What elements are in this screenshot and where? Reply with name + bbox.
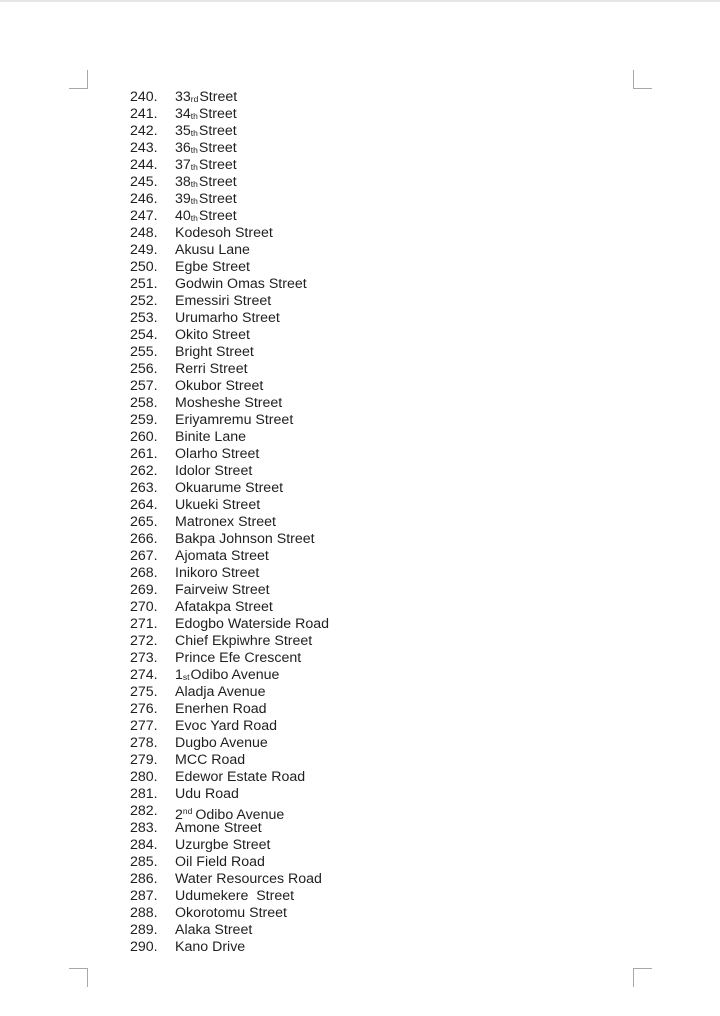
list-item <box>130 327 329 344</box>
list-item <box>130 531 329 548</box>
list-item-number: 250. <box>130 259 158 275</box>
list-item-number: 259. <box>130 412 158 428</box>
ordinal-number: 36 <box>175 140 191 156</box>
street-name: Urumarho Street <box>175 310 280 326</box>
street-name: Amone Street <box>175 820 262 836</box>
list-item <box>130 293 329 310</box>
ordinal-suffix: nd <box>182 806 193 816</box>
street-name: Kano Drive <box>175 939 246 955</box>
street-name: Chief Ekpiwhre Street <box>175 633 313 649</box>
list-item-name <box>175 871 322 888</box>
list-item <box>130 429 329 446</box>
street-name: Mosheshe Street <box>175 395 283 411</box>
street-list <box>130 89 329 956</box>
crop-mark-top-right <box>633 70 652 89</box>
street-name: Water Resources Road <box>175 871 322 887</box>
street-name: Street <box>198 106 237 122</box>
list-item-name <box>175 344 254 361</box>
street-name: Alaka Street <box>175 922 253 938</box>
ordinal-suffix: rd <box>190 94 199 104</box>
list-item-name <box>175 854 265 871</box>
list-item <box>130 616 329 633</box>
list-item-number: 271. <box>130 616 158 632</box>
list-item-number: 264. <box>130 497 158 513</box>
list-item-name <box>175 684 265 701</box>
street-name: Okuarume Street <box>175 480 284 496</box>
crop-mark-bottom-left <box>69 968 88 987</box>
street-name: Binite Lane <box>175 429 246 445</box>
list-item-number: 286. <box>130 871 158 887</box>
ordinal-number: 35 <box>175 123 191 139</box>
list-item <box>130 701 329 718</box>
list-item-number: 269. <box>130 582 158 598</box>
list-item-name <box>175 599 273 616</box>
list-item-number: 267. <box>130 548 158 564</box>
list-item <box>130 939 329 956</box>
list-item <box>130 888 329 905</box>
list-item-name <box>175 310 280 327</box>
list-item <box>130 565 329 582</box>
list-item-name <box>175 888 294 905</box>
list-item <box>130 242 329 259</box>
street-name: Bakpa Johnson Street <box>175 531 315 547</box>
list-item-name <box>175 582 270 599</box>
street-name: Oil Field Road <box>175 854 265 870</box>
street-name: Fairveiw Street <box>175 582 270 598</box>
list-item-number: 281. <box>130 786 158 802</box>
street-name: Olarho Street <box>175 446 260 462</box>
list-item-name <box>175 922 252 939</box>
list-item-number: 280. <box>130 769 158 785</box>
page-top-edge <box>0 0 720 2</box>
street-name: Enerhen Road <box>175 701 267 717</box>
street-name: Street <box>198 208 237 224</box>
street-name: Kodesoh Street <box>175 225 273 241</box>
list-item-number: 253. <box>130 310 158 326</box>
ordinal-number: 39 <box>175 191 191 207</box>
street-name: Okorotomu Street <box>175 905 287 921</box>
list-item-number: 248. <box>130 225 158 241</box>
list-item-number: 285. <box>130 854 158 870</box>
list-item-number: 278. <box>130 735 158 751</box>
list-item <box>130 582 329 599</box>
list-item-name <box>175 769 305 786</box>
list-item-name <box>175 208 237 225</box>
list-item-name <box>175 701 267 718</box>
list-item-number: 283. <box>130 820 158 836</box>
street-name: Dugbo Avenue <box>175 735 268 751</box>
list-item-name <box>175 412 293 429</box>
list-item <box>130 412 329 429</box>
list-item-name <box>175 718 277 735</box>
list-item-number: 246. <box>130 191 158 207</box>
street-name: Ajomata Street <box>175 548 269 564</box>
list-item-number: 244. <box>130 157 158 173</box>
street-name: Edewor Estate Road <box>175 769 306 785</box>
list-item-number: 243. <box>130 140 158 156</box>
list-item <box>130 463 329 480</box>
list-item <box>130 599 329 616</box>
ordinal-suffix: st <box>182 672 190 682</box>
list-item <box>130 905 329 922</box>
list-item-name <box>175 276 307 293</box>
list-item <box>130 803 329 823</box>
list-item-number: 277. <box>130 718 158 734</box>
ordinal-number: 37 <box>175 157 191 173</box>
street-name: Ukueki Street <box>175 497 261 513</box>
list-item <box>130 310 329 327</box>
street-name: Udu Road <box>175 786 239 802</box>
list-item-name <box>175 837 270 854</box>
street-name: Street <box>198 157 237 173</box>
list-item <box>130 667 329 684</box>
list-item <box>130 208 329 225</box>
list-item <box>130 514 329 531</box>
list-item-name <box>175 667 279 684</box>
list-item-name <box>175 293 271 310</box>
list-item-number: 255. <box>130 344 158 360</box>
list-item-name <box>175 123 237 140</box>
list-item <box>130 718 329 735</box>
list-item <box>130 259 329 276</box>
list-item <box>130 344 329 361</box>
street-name: Eriyamremu Street <box>175 412 294 428</box>
ordinal-suffix: th <box>190 179 198 189</box>
list-item-name <box>175 327 250 344</box>
list-item <box>130 548 329 565</box>
list-item <box>130 871 329 888</box>
list-item-name <box>175 633 312 650</box>
list-item-number: 272. <box>130 633 158 649</box>
list-item <box>130 157 329 174</box>
list-item-name <box>175 89 237 106</box>
street-name: MCC Road <box>175 752 246 768</box>
ordinal-number: 40 <box>175 208 191 224</box>
list-item-name <box>175 361 248 378</box>
street-name: Bright Street <box>175 344 254 360</box>
list-item <box>130 174 329 191</box>
ordinal-suffix: th <box>190 145 198 155</box>
list-item <box>130 820 329 837</box>
street-name: Odibo Avenue <box>190 667 280 683</box>
list-item <box>130 854 329 871</box>
crop-mark-top-left <box>69 70 88 89</box>
list-item-number: 273. <box>130 650 158 666</box>
street-name: Akusu Lane <box>175 242 250 258</box>
list-item-number: 268. <box>130 565 158 581</box>
list-item-number: 257. <box>130 378 158 394</box>
street-name: Matronex Street <box>175 514 276 530</box>
list-item <box>130 106 329 123</box>
list-item-name <box>175 480 283 497</box>
street-name: Okito Street <box>175 327 250 343</box>
list-item-number: 242. <box>130 123 158 139</box>
list-item-number: 276. <box>130 701 158 717</box>
list-item-name <box>175 140 237 157</box>
list-item-name <box>175 752 245 769</box>
list-item-number: 249. <box>130 242 158 258</box>
list-item <box>130 786 329 803</box>
list-item-name <box>175 463 252 480</box>
street-name: Afatakpa Street <box>175 599 273 615</box>
list-item-number: 266. <box>130 531 158 547</box>
list-item-name <box>175 378 263 395</box>
list-item-name <box>175 820 262 837</box>
ordinal-suffix: th <box>190 128 198 138</box>
list-item <box>130 276 329 293</box>
list-item <box>130 837 329 854</box>
list-item-number: 240. <box>130 89 158 105</box>
list-item-number: 262. <box>130 463 158 479</box>
list-item-number: 284. <box>130 837 158 853</box>
street-name: Street <box>198 191 237 207</box>
ordinal-suffix: th <box>190 162 198 172</box>
street-name: Udumekere Street <box>175 888 295 904</box>
ordinal-suffix: th <box>190 196 198 206</box>
list-item-name <box>175 565 259 582</box>
list-item-number: 274. <box>130 667 158 683</box>
list-item-name <box>175 531 315 548</box>
list-item <box>130 191 329 208</box>
crop-mark-bottom-right <box>633 968 652 987</box>
list-item-number: 241. <box>130 106 158 122</box>
list-item <box>130 378 329 395</box>
list-item-name <box>175 429 246 446</box>
list-item-name <box>175 242 250 259</box>
street-name: Street <box>198 123 237 139</box>
list-item-name <box>175 939 245 956</box>
list-item-name <box>175 497 260 514</box>
street-name: Evoc Yard Road <box>175 718 277 734</box>
ordinal-number: 38 <box>175 174 191 190</box>
list-item <box>130 446 329 463</box>
list-item <box>130 123 329 140</box>
list-item-number: 287. <box>130 888 158 904</box>
ordinal-number: 33 <box>175 89 191 105</box>
street-name: Edogbo Waterside Road <box>175 616 330 632</box>
list-item-name <box>175 548 269 565</box>
street-name: Uzurgbe Street <box>175 837 271 853</box>
list-item-number: 245. <box>130 174 158 190</box>
list-item-number: 288. <box>130 905 158 921</box>
ordinal-suffix: th <box>190 111 198 121</box>
street-name: Idolor Street <box>175 463 253 479</box>
list-item <box>130 361 329 378</box>
list-item-number: 282. <box>130 803 158 819</box>
list-item <box>130 650 329 667</box>
list-item-name <box>175 157 237 174</box>
list-item-name <box>175 259 250 276</box>
street-name: Inikoro Street <box>175 565 260 581</box>
list-item <box>130 89 329 106</box>
ordinal-number: 1 <box>175 667 183 683</box>
list-item <box>130 140 329 157</box>
street-name: Odibo Avenue <box>195 807 285 823</box>
street-name: Street <box>198 174 237 190</box>
list-item <box>130 395 329 412</box>
street-name: Godwin Omas Street <box>175 276 307 292</box>
list-item-number: 252. <box>130 293 158 309</box>
list-item-name <box>175 446 259 463</box>
list-item-number: 279. <box>130 752 158 768</box>
list-item-number: 289. <box>130 922 158 938</box>
list-item-number: 290. <box>130 939 158 955</box>
list-item <box>130 497 329 514</box>
street-name: Rerri Street <box>175 361 248 377</box>
list-item <box>130 480 329 497</box>
list-item-number: 275. <box>130 684 158 700</box>
street-name: Street <box>199 89 238 105</box>
list-item <box>130 769 329 786</box>
list-item-number: 263. <box>130 480 158 496</box>
list-item <box>130 922 329 939</box>
list-item-name <box>175 735 268 752</box>
street-name: Egbe Street <box>175 259 250 275</box>
street-name: Prince Efe Crescent <box>175 650 302 666</box>
ordinal-suffix: th <box>190 213 198 223</box>
list-item-name <box>175 191 237 208</box>
list-item-name <box>175 803 285 823</box>
list-item-name <box>175 616 329 633</box>
street-name: Aladja Avenue <box>175 684 266 700</box>
list-item-number: 258. <box>130 395 158 411</box>
list-item-number: 254. <box>130 327 158 343</box>
list-item <box>130 633 329 650</box>
list-item-number: 256. <box>130 361 158 377</box>
list-item-number: 247. <box>130 208 158 224</box>
list-item-name <box>175 106 237 123</box>
list-item <box>130 225 329 242</box>
list-item-number: 261. <box>130 446 158 462</box>
list-item-number: 251. <box>130 276 158 292</box>
list-item-name <box>175 174 237 191</box>
list-item-name <box>175 650 301 667</box>
list-item-number: 270. <box>130 599 158 615</box>
street-name: Okubor Street <box>175 378 264 394</box>
list-item-number: 265. <box>130 514 158 530</box>
list-item-number: 260. <box>130 429 158 445</box>
list-item <box>130 752 329 769</box>
street-name: Emessiri Street <box>175 293 272 309</box>
street-name: Street <box>198 140 237 156</box>
list-item-name <box>175 514 276 531</box>
list-item-name <box>175 786 239 803</box>
list-item <box>130 684 329 701</box>
list-item-name <box>175 395 282 412</box>
ordinal-number: 2 <box>175 807 183 823</box>
list-item-name <box>175 225 273 242</box>
list-item <box>130 735 329 752</box>
ordinal-number: 34 <box>175 106 191 122</box>
list-item-name <box>175 905 287 922</box>
